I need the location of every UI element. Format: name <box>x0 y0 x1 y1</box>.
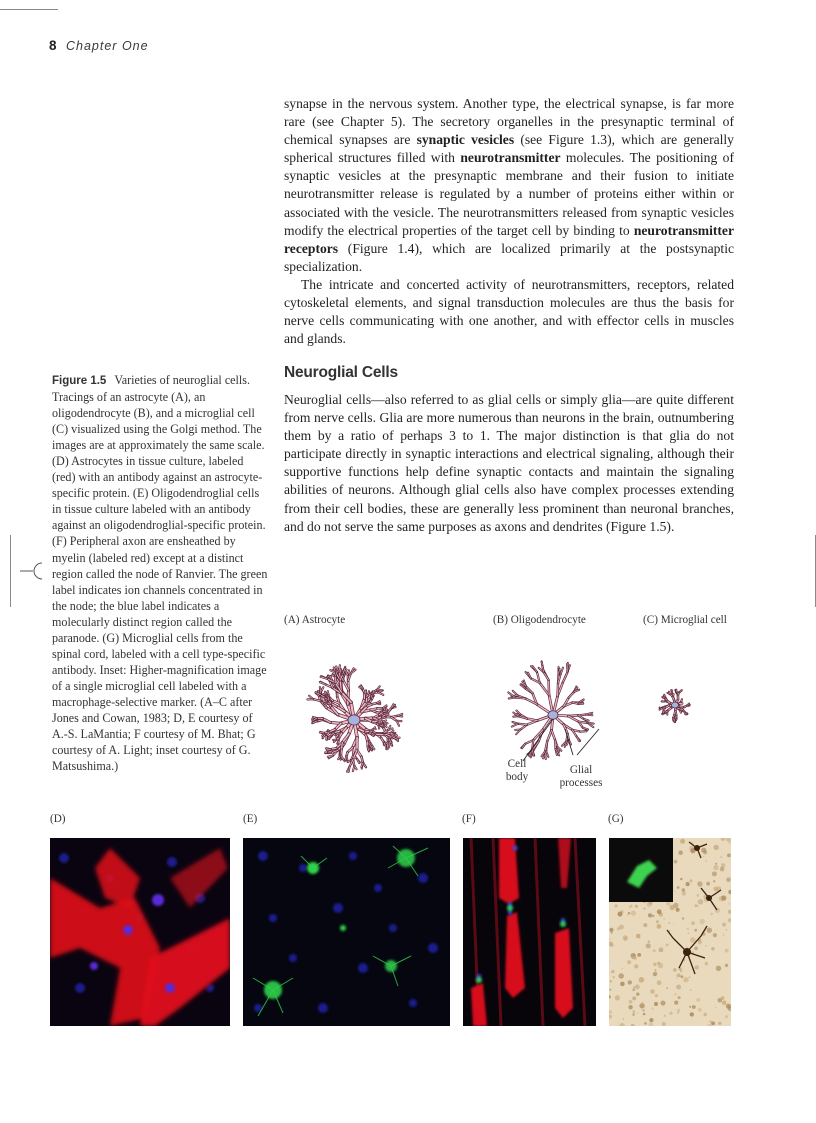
micrograph-f-myelinated-axons <box>463 838 596 1026</box>
micrograph-g-microglia <box>609 838 731 1026</box>
astrocyte-tracing <box>280 630 460 810</box>
text-run: synapse in the nervous system. Another type, the electrical synapse, is far more rare (see Chapter 5). The secretory organelles in the presynaptic terminal of chemical synapses are <box>284 96 734 148</box>
figure-label: Figure 1.5 <box>52 375 107 387</box>
panel-label-a: (A) Astrocyte <box>284 614 346 626</box>
micrograph-e-oligodendroglia <box>243 838 450 1026</box>
panel-label-f: (F) <box>462 813 476 825</box>
crop-mark-left <box>10 535 11 607</box>
annotation-glial-processes <box>550 764 612 790</box>
running-head <box>49 38 149 53</box>
figure-caption <box>52 372 268 774</box>
figure-caption-text: Varieties of neuroglial cells. Tracings of an astrocyte (A), an oligodendrocyte (B), and a microglial cell (C) visualized using the Golgi method. The images are at approximately the same scale. (D) Astrocytes in tissue culture, labeled (red) with an antibody against an astrocyte-specific protein. (E) Oligodendroglial cells in tissue culture labeled with an antibody against an oligodendroglial-specific protein. (F) Peripheral axon are ensheathed by myelin (labeled red) except at a distinct region called the node of Ranvier. The green label indicates ion channels concentrated in the node; the blue label indicates a molecularly distinct region called the paranode. (G) Microglial cells from the spinal cord, labeled with a cell type-specific antibody. Inset: Higher-magnification image of a single microglial cell labeled with a macrophage-selective marker. (A–C after Jones and Cowan, 1983; D, E courtesy of A.-S. LaMantia; F courtesy of M. Bhat; G courtesy of A. Light; inset courtesy of G. Matsushima.) <box>52 373 268 774</box>
annotation-glial-processes-text: Glial processes <box>559 764 603 789</box>
annotation-cell-body-text: Cell body <box>505 758 529 783</box>
paragraph <box>284 276 734 348</box>
page-number: 8 <box>49 38 58 53</box>
panel-label-c: (C) Microglial cell <box>643 614 727 626</box>
paragraph <box>284 95 734 276</box>
micrograph-d-astrocytes <box>50 838 230 1026</box>
key-term: synaptic vesicles <box>416 132 515 148</box>
crop-mark-top <box>0 9 58 10</box>
body-text-section <box>284 391 734 536</box>
text-run: (see Figure 1.3), which are generally spherical structures filled with <box>284 132 734 166</box>
key-term: neurotransmitter receptors <box>284 222 734 256</box>
chapter-title: Chapter One <box>66 39 149 53</box>
annotation-cell-body <box>498 758 536 784</box>
section-heading: Neuroglial Cells <box>284 364 398 381</box>
panel-label-b: (B) Oligodendrocyte <box>493 614 586 626</box>
microglial-cell-tracing <box>642 676 708 734</box>
text-run: molecules. The positioning of synaptic vesicles at the presynaptic membrane and their fusion to initiate neurotransmitter release is regulated by a number of proteins either within or associated with the vesicle. The neurotransmitters released from synaptic vesicles modify the electrical properties of the target cell by binding to <box>284 150 734 238</box>
panel-label-g: (G) <box>608 813 624 825</box>
paragraph <box>284 391 734 536</box>
text-run: (Figure 1.4), which are localized primarily at the postsynaptic specialization. <box>284 240 734 274</box>
body-text-top <box>284 95 734 348</box>
registration-mark-icon <box>20 561 46 581</box>
key-term: neurotransmitter <box>460 150 561 166</box>
panel-label-e: (E) <box>243 813 258 825</box>
panel-label-d: (D) <box>50 813 66 825</box>
text-run: Neuroglial cells—also referred to as glial cells or simply glia—are quite different from nerve cells. Glia are more numerous than neurons in the brain, outnumbering them by a ratio of perhaps 3 to 1. The major distinction is that glia do not participate directly in synaptic interactions and electrical signaling, although their supportive functions help define synaptic contacts and maintain the signaling abilities of neurons. Although glial cells also have complex processes extending from their cell bodies, these are generally less prominent than neuronal branches, and do not serve the same purposes as axons and dendrites (Figure 1.5). <box>284 392 734 534</box>
text-run: The intricate and concerted activity of neurotransmitters, receptors, related cytoskeletal elements, and signal transduction molecules are thus the basis for nerve cells communicating with one another, and with effector cells in muscles and glands. <box>284 276 734 347</box>
